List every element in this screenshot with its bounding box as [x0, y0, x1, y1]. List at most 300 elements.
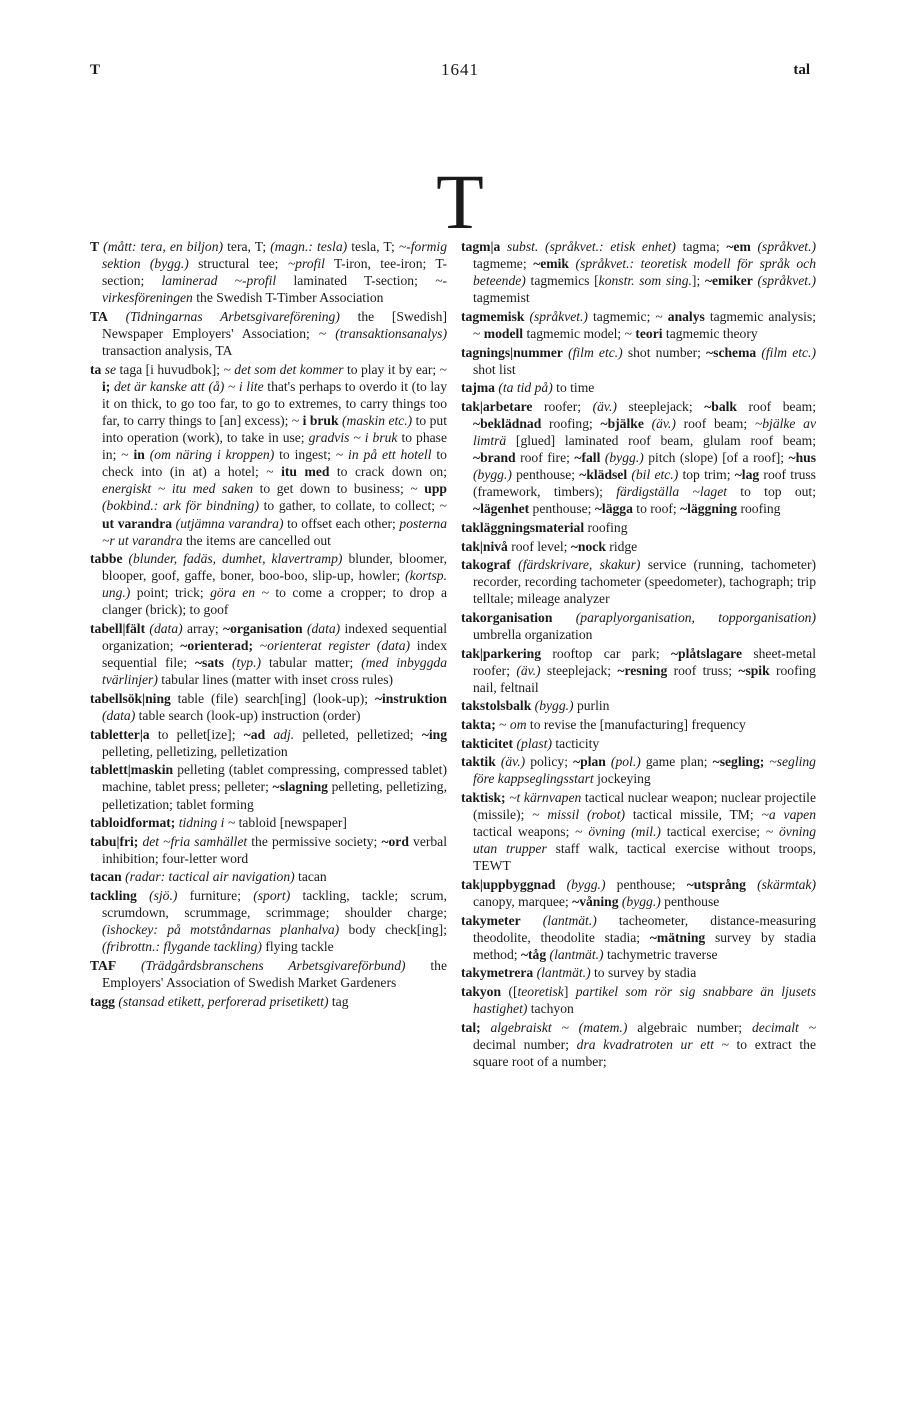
dictionary-entry — [461, 735, 816, 752]
entry-headword: takyon — [461, 983, 502, 999]
entry-text: tactical missile, TM; — [625, 807, 762, 822]
entry-text: ~lag — [734, 467, 760, 483]
entry-text: (färdskrivare, skakur) — [510, 557, 641, 573]
entry-headword: tagm|a — [461, 239, 501, 254]
entry-text: ut varandra — [102, 515, 173, 531]
entry-text: tactical weapons; ~ — [473, 824, 589, 840]
entry-headword: tabell|fält — [90, 621, 146, 637]
entry-text: [glued] laminated roof beam, glulam roof beam; — [506, 433, 816, 449]
entry-text: ~fall — [574, 450, 601, 466]
entry-text: (maskin etc.) — [338, 412, 413, 428]
entry-text: ~segling; — [712, 754, 770, 770]
entry-text: penthouse; — [529, 501, 595, 517]
entry-text: ~lägga — [594, 501, 633, 517]
entry-text: ~nock — [570, 538, 606, 554]
dictionary-entry — [461, 964, 816, 981]
entry-text: ~våning — [572, 893, 619, 909]
entry-text: ~emik — [533, 256, 569, 272]
entry-text: (film etc.) — [562, 344, 623, 360]
dictionary-entry — [461, 1019, 816, 1070]
entry-text: tagma; — [675, 239, 727, 254]
entry-text: tagmemic analysis; ~ — [473, 308, 817, 341]
entry-text: service (running, tachometer) recorder, recording tachometer (speedometer), tachograph; trip telltale; mileage analyzer — [473, 557, 817, 607]
entry-text: body check[ing]; — [339, 922, 447, 938]
entry-text: roof level; — [507, 538, 571, 554]
entry-headword: takticitet — [461, 735, 514, 751]
entry-text: the Swedish T-Timber Association — [192, 290, 384, 306]
entry-text: algebraiskt ~ (matem.) — [490, 1019, 628, 1035]
entry-text: teoretisk — [517, 983, 564, 999]
entry-text: det är kanske att (å) ~ i lite — [113, 378, 264, 394]
entry-text: roofing; — [541, 415, 601, 431]
entry-headword: ta — [90, 361, 102, 377]
entry-text: (om näring i kroppen) — [144, 447, 275, 463]
entry-text: to put into operation (work), to take in use; — [102, 412, 448, 446]
entry-text: tesla, T; — [347, 239, 399, 254]
entry-text: penthouse; — [605, 876, 687, 892]
entry-headword: TA — [90, 308, 108, 324]
entry-text: (bil etc.) — [627, 467, 679, 483]
entry-text: ~organisation — [223, 621, 303, 637]
dictionary-entry — [461, 645, 816, 696]
entry-text: (bygg.) — [473, 467, 512, 483]
entry-text: ~ord — [381, 833, 409, 849]
entry-text: ~tåg — [520, 946, 547, 962]
entry-text: ~ — [499, 717, 510, 733]
entry-text: verbal inhibition; four-letter word — [102, 833, 447, 866]
entry-text: furniture; — [177, 887, 254, 903]
entry-text: (radar: tactical air navigation) — [121, 869, 295, 885]
entry-headword: tabellsök|ning — [90, 690, 171, 706]
dictionary-entry — [461, 519, 816, 536]
entry-text: göra en ~ — [210, 585, 269, 601]
entry-text: (lantmät.) — [546, 946, 604, 962]
entry-text: to top out; — [727, 484, 816, 500]
entry-text: konstr. som sing. — [598, 273, 692, 289]
entry-text: ~ing — [421, 726, 448, 742]
entry-text: ~brand — [473, 450, 516, 466]
entry-text: index sequential file; — [102, 638, 447, 671]
entry-text: ~slagning — [272, 779, 328, 795]
entry-text: to pellet[ize]; — [149, 726, 244, 742]
entry-text: tacheometer, distance-measuring theodolite, theodolite stadia; — [473, 912, 816, 945]
entry-headword: T — [90, 239, 100, 254]
entry-text: indexed sequential organization; — [102, 621, 447, 654]
entry-text: ~orienterat register (data) — [259, 638, 411, 654]
entry-text: det som det kommer — [234, 361, 344, 377]
entry-text: (lantmät.) — [520, 912, 597, 928]
dictionary-entry — [90, 814, 447, 831]
entry-text: policy; — [525, 754, 574, 770]
entry-text: ] — [563, 983, 576, 999]
entry-text: ~sats — [194, 655, 224, 671]
entry-text: dra kvadratroten ur ett ~ — [576, 1036, 729, 1052]
entry-text: tagmemics [ — [525, 273, 599, 289]
entry-text: (språkvet.) — [524, 308, 588, 324]
entry-text: (äv.) — [495, 754, 526, 770]
entry-text: ~em — [726, 239, 751, 254]
entry-text: partikel som rör sig snabbare än ljusets hastighet) — [473, 983, 816, 1017]
entry-headword: takläggningsmaterial — [461, 520, 585, 535]
entry-text: övning utan trupper — [473, 824, 816, 857]
entry-text: tagmemic theory — [662, 325, 758, 341]
entry-text: the Employers' Association of Swedish Market Gardeners — [102, 957, 448, 990]
entry-text: (fribrottn.: flygande tackling) — [102, 939, 262, 955]
entry-text: ~resning — [617, 662, 668, 678]
entry-text: that's perhaps to overdo it (to lay it on thick, to go too far, to go to extremes, to carry things too far, to carry things to [an] excess); ~ — [102, 378, 448, 428]
dictionary-entry — [90, 868, 447, 885]
entry-text: (utjämna varandra) — [172, 515, 284, 531]
entry-headword: tablett|maskin — [90, 762, 174, 778]
entry-text: itu med — [281, 464, 330, 480]
entry-text: decimal number; — [473, 1036, 577, 1052]
entry-headword: tackling — [90, 887, 137, 903]
entry-text: (äv.) — [592, 398, 617, 414]
entry-text: posterna ~r ut varandra — [102, 515, 447, 548]
entry-text: ~a vapen — [761, 807, 816, 822]
entry-text: ~klädsel — [579, 467, 628, 483]
entry-text: (lantmät.) — [533, 965, 591, 981]
entry-text: to roof; — [632, 501, 681, 517]
entry-text: ([ — [501, 983, 518, 999]
dictionary-entry — [461, 238, 816, 306]
entry-headword: tacan — [90, 869, 122, 885]
entry-headword: tal; — [461, 1019, 491, 1035]
entry-text: ~spik — [738, 662, 770, 678]
dictionary-entry — [461, 344, 816, 378]
dictionary-entry — [90, 238, 447, 306]
entry-text: teori — [635, 325, 663, 341]
entry-text: (film etc.) — [756, 344, 816, 360]
entry-text: top trim; — [678, 467, 735, 483]
entry-text: färdigställa ~laget — [616, 484, 728, 500]
entry-text: pitch (slope) [of a roof]; — [643, 450, 789, 466]
dictionary-entry — [461, 398, 816, 518]
entry-text: ]; — [691, 273, 705, 289]
dictionary-entry — [461, 753, 816, 787]
entry-text: (äv.) — [643, 415, 676, 431]
entry-text: tactical nuclear weapon; nuclear projectile (missile); ~ — [473, 789, 816, 822]
entry-text: gradvis ~ i bruk — [308, 430, 398, 446]
entry-text: roof truss; — [667, 662, 739, 678]
entry-text: (Tidningarnas Arbetsgivareförening) — [107, 308, 340, 324]
entry-text: tacticity — [551, 735, 600, 751]
entry-text: umbrella organization — [473, 627, 593, 643]
entry-text: ~hus — [788, 450, 817, 466]
entry-text: laminerad ~-profil — [161, 273, 277, 289]
entry-headword: tabbe — [90, 551, 123, 567]
entry-headword: taktisk; — [461, 789, 510, 805]
entry-text: (sjö.) — [136, 887, 178, 903]
entry-text: (plast) — [513, 735, 552, 751]
entry-text: roofer; — [532, 398, 593, 414]
dictionary-entry — [90, 620, 447, 688]
entry-text: roof fire; — [515, 450, 575, 466]
entry-text: tagmemist — [473, 290, 530, 306]
entry-headword: tajma — [461, 380, 495, 396]
entry-headword: tagnings|nummer — [461, 344, 563, 360]
entry-text: (transaktionsanalys) — [335, 325, 447, 341]
entry-text: the items are cancelled out — [182, 532, 331, 548]
entry-text: steeplejack; — [616, 398, 705, 414]
dictionary-entry — [90, 726, 447, 760]
entry-text: (bygg.) — [600, 450, 644, 466]
entry-text: to gather, to collate, to collect; ~ — [259, 498, 447, 514]
dictionary-entry — [461, 556, 816, 607]
entry-text: (data) — [102, 708, 136, 724]
entry-text: tachymetric traverse — [603, 946, 718, 962]
entry-text: (språkvet.) — [750, 239, 817, 254]
entry-text: subst. (språkvet.: etisk enhet) — [500, 239, 676, 254]
entry-text: roofing — [737, 501, 781, 517]
dictionary-entry — [461, 983, 816, 1017]
entry-headword: tagmemisk — [461, 308, 525, 324]
entry-text: ~utsprång — [686, 876, 746, 892]
entry-text: penthouse; — [511, 467, 580, 483]
entry-text: ~segling före kappseglingsstart — [473, 754, 816, 787]
entry-headword: tagg — [90, 993, 115, 1009]
entry-text: ~plan — [573, 754, 606, 770]
entry-text: laminated T-section; — [276, 273, 436, 289]
entry-text: transaction analysis, TA — [102, 343, 233, 359]
entry-text: ~ad — [243, 726, 266, 742]
entry-text: ~t kärnvapen — [509, 789, 582, 805]
entry-text: point; trick; — [130, 585, 211, 601]
entry-text: rooftop car park; — [541, 645, 671, 661]
entry-text: shot number; — [622, 344, 707, 360]
entry-headword: tak|parkering — [461, 645, 542, 661]
dictionary-entry — [461, 308, 816, 342]
dictionary-entry — [461, 697, 816, 714]
entry-text: tabular matter; — [261, 655, 362, 671]
entry-text: ~läggning — [680, 501, 738, 517]
entry-headword: tabletter|a — [90, 726, 150, 742]
entry-text: (data) — [145, 621, 183, 637]
entry-text: steeplejack; — [540, 662, 618, 678]
entry-text: adj. — [265, 726, 295, 742]
entry-text: T-iron, tee-iron; T-section; — [102, 256, 447, 289]
entry-text: pelleting, pelletizing, pelletization; tablet forming — [102, 779, 447, 812]
entry-text: sheet-metal roofer; — [473, 645, 816, 678]
dictionary-entry — [90, 361, 447, 549]
entry-text: roof beam; — [675, 415, 755, 431]
entry-text: roofing nail, feltnail — [473, 662, 816, 695]
entry-text: to revise the [manufacturing] frequency — [526, 717, 746, 733]
dictionary-entry — [461, 789, 816, 874]
running-head-left: T — [90, 62, 101, 78]
entry-text: ~instruktion — [374, 690, 447, 706]
entry-text: tachyon — [527, 1001, 574, 1017]
entry-text: algebraic number; — [627, 1019, 752, 1035]
dictionary-entry — [461, 379, 816, 396]
entry-text: survey by stadia method; — [473, 929, 816, 962]
entry-text: roofing — [584, 520, 628, 535]
entry-text: i bruk — [302, 412, 339, 428]
entry-headword: tak|uppbyggnad — [461, 876, 556, 892]
entry-text: staff walk, tactical exercise without troops, TEWT — [473, 841, 816, 874]
entry-text: taga [i huvudbok]; ~ — [116, 361, 235, 377]
entry-headword: tak|arbetare — [461, 398, 533, 414]
entry-text: pelleting, pelletizing, pelletization — [102, 743, 288, 759]
entry-text: modell — [483, 325, 524, 341]
right-column — [461, 238, 816, 1071]
entry-text: tag — [328, 993, 349, 1009]
entry-text: (sport) — [253, 887, 291, 903]
entry-text: (data) — [302, 621, 341, 637]
entry-text: table search (look-up) instruction (order) — [135, 708, 361, 724]
entry-text: flying tackle — [261, 939, 334, 955]
entry-text: ~orienterad; — [180, 638, 260, 654]
entry-headword: tabu|fri; — [90, 833, 143, 849]
entry-text: pelleted, pelletized; — [294, 726, 422, 742]
entry-text: tacan — [294, 869, 327, 885]
entry-text: to offset each other; — [283, 515, 400, 531]
entry-text: in — [133, 447, 145, 463]
entry-text: missil (robot) — [547, 807, 626, 822]
entry-text: (bygg.) — [531, 698, 574, 714]
entry-text: the permissive society; — [247, 833, 382, 849]
entry-text: to crack down on; — [329, 464, 447, 480]
entry-text: ~schema — [706, 344, 757, 360]
entry-headword: takta; — [461, 717, 500, 733]
entry-headword: TAF — [90, 957, 117, 973]
dictionary-entry — [461, 609, 816, 643]
entry-headword: takymetrera — [461, 965, 534, 981]
dictionary-entry — [90, 833, 447, 867]
entry-text: om — [509, 717, 527, 733]
dictionary-entry — [90, 761, 447, 812]
entry-text: to ingest; — [274, 447, 336, 463]
section-letter: T — [436, 158, 484, 245]
entry-text: (kortsp. ung.) — [102, 568, 447, 601]
entry-text: (med inbyggda tvärlinjer) — [102, 655, 447, 688]
entry-headword: takorganisation — [461, 609, 553, 625]
entry-text: tactical exercise; ~ — [660, 824, 779, 840]
dictionary-entry — [90, 957, 447, 991]
entry-text: ~beklädnad — [473, 415, 542, 431]
entry-text: table (file) search[ing] (look-up); — [170, 690, 375, 706]
entry-text: shot list — [473, 361, 516, 377]
entry-text: tagmeme; — [473, 256, 534, 272]
entry-text: (skärmtak) — [745, 876, 816, 892]
entry-text: roof beam; — [736, 398, 816, 414]
entry-text: decimalt ~ — [751, 1019, 816, 1035]
entry-text: (blunder, fadäs, dumhet, klavertramp) — [122, 551, 343, 567]
entry-text: (typ.) — [223, 655, 262, 671]
left-column — [90, 238, 447, 1011]
dictionary-entry — [461, 912, 816, 963]
entry-text: pelleting (tablet compressing, compressed tablet) machine, tablet press; pelleter; — [102, 762, 447, 795]
entry-text: se — [101, 361, 117, 377]
entry-text: array; — [182, 621, 224, 637]
entry-text: to get down to business; ~ — [253, 481, 425, 497]
entry-text: tabloid [newspaper] — [235, 815, 347, 831]
entry-headword: takstolsbalk — [461, 698, 532, 714]
dictionary-entry — [90, 550, 447, 618]
entry-text: övning (mil.) — [588, 824, 661, 840]
entry-text: purlin — [573, 698, 610, 714]
entry-text: ~-virkesföreningen — [102, 273, 447, 306]
entry-text: (bokbind.: ark för bindning) — [102, 498, 260, 514]
entry-text: (språkvet.) — [752, 273, 816, 289]
entry-text: (bygg.) — [618, 893, 661, 909]
entry-text: analys — [667, 308, 705, 324]
entry-text: roof truss (framework, timbers); — [473, 467, 816, 500]
entry-text: tagmemic; ~ — [587, 308, 668, 324]
entry-headword: taktik — [461, 754, 496, 770]
entry-text: (stansad etikett, perforerad prisetikett) — [114, 993, 329, 1009]
entry-text: ~bjälke av limträ — [473, 415, 817, 449]
entry-headword: tak|nivå — [461, 538, 508, 554]
entry-text: canopy, marquee; — [473, 893, 573, 909]
entry-text: (magn.: tesla) — [270, 239, 348, 254]
entry-text: to time — [552, 380, 595, 396]
entry-text: (äv.) — [516, 662, 541, 678]
running-head-right: tal — [793, 62, 810, 78]
entry-text: penthouse — [660, 893, 720, 909]
entry-text: ~balk — [704, 398, 737, 414]
entry-text: ~bjälke — [600, 415, 644, 431]
entry-text: the [Swedish] Newspaper Employers' Association; ~ — [102, 308, 447, 341]
dictionary-entry — [461, 716, 816, 733]
entry-text: tagmemic model; ~ — [523, 325, 636, 341]
entry-text: energiskt ~ itu med saken — [102, 481, 253, 497]
dictionary-entry — [90, 690, 447, 724]
entry-text: det ~fria samhället — [142, 833, 248, 849]
entry-text: (Trädgårdsbranschens Arbetsgivareförbund) — [116, 957, 406, 973]
entry-text: jockeying — [593, 771, 651, 787]
entry-text: to play it by ear; ~ — [343, 361, 447, 377]
entry-text: ~-formig sektion (bygg.) — [102, 239, 447, 272]
entry-text: ~plåtslagare — [670, 645, 742, 661]
entry-text: (pol.) — [605, 754, 641, 770]
entry-text: (paraplyorganisation, topporganisation) — [552, 609, 816, 625]
entry-text: structural tee; — [188, 256, 288, 272]
entry-text: ~lägenhet — [473, 501, 530, 517]
entry-headword: takymeter — [461, 912, 521, 928]
entry-text: ~mätning — [649, 929, 706, 945]
entry-text: upp — [424, 481, 447, 497]
entry-text: i; — [102, 378, 114, 394]
entry-text: to survey by stadia — [590, 965, 697, 981]
entry-text: ridge — [605, 538, 638, 554]
entry-text: ~profil — [287, 256, 325, 272]
dictionary-entry — [90, 887, 447, 955]
entry-text: tabular lines (matter with inset cross rules) — [157, 672, 394, 688]
page-number: 1641 — [441, 60, 479, 79]
entry-text: blunder, bloomer, blooper, goof, gaffe, boner, boo-boo, slip-up, howler; — [102, 551, 447, 584]
dictionary-entry — [90, 993, 447, 1010]
entry-headword: takograf — [461, 557, 511, 573]
entry-text: game plan; — [640, 754, 713, 770]
entry-text: (ishockey: på motståndarnas planhalva) — [102, 922, 340, 938]
entry-text: to extract the square root of a number; — [473, 1036, 816, 1069]
entry-text: tera, T; — [223, 239, 271, 254]
entry-text: tackling, tackle; scrum, scrumdown, scrummage, scrimmage; shoulder charge; — [102, 887, 447, 921]
entry-text: ~ in på ett hotell — [335, 447, 432, 463]
dictionary-entry — [90, 308, 447, 359]
entry-text: to phase in; ~ — [102, 430, 448, 463]
dictionary-entry — [461, 876, 816, 910]
entry-text: (ta tid på) — [494, 380, 553, 396]
entry-text: (mått: tera, en biljon) — [99, 239, 224, 254]
entry-headword: tabloidformat; — [90, 815, 179, 831]
dictionary-entry — [461, 538, 816, 555]
entry-text: to come a cropper; to drop a clanger (brick); to goof — [102, 585, 447, 618]
entry-text: (bygg.) — [555, 876, 606, 892]
entry-text: tidning i ~ — [178, 815, 236, 831]
entry-text: ~emiker — [704, 273, 753, 289]
